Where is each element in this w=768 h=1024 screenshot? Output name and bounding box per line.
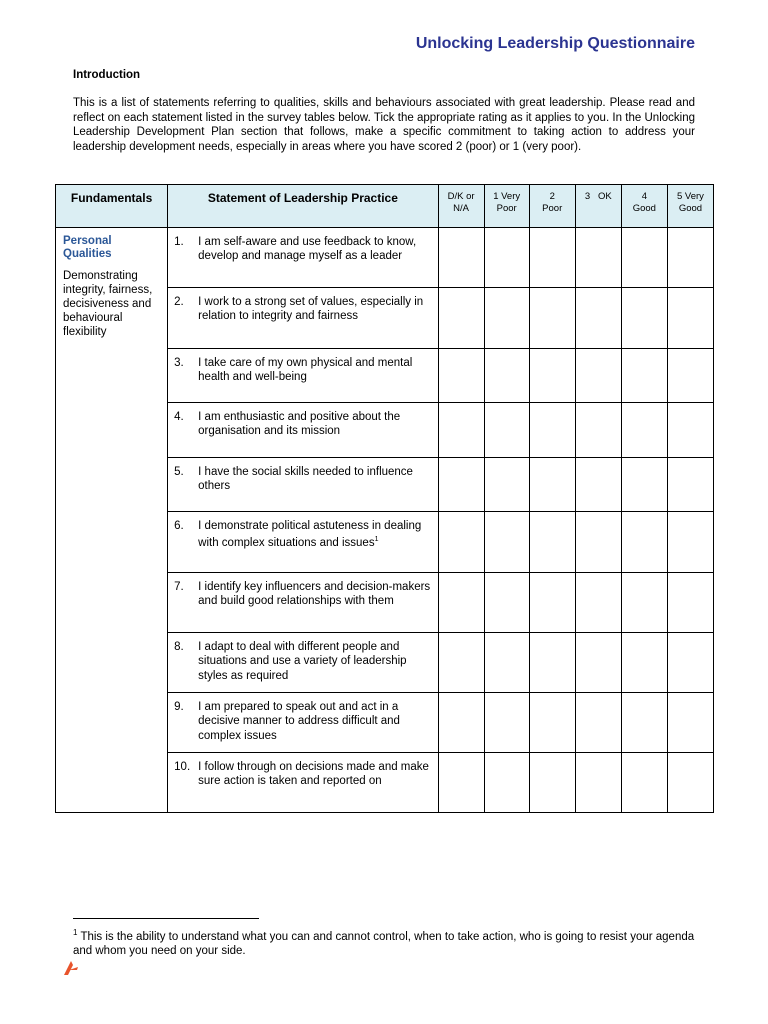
fundamental-description: Demonstrating integrity, fairness, decisiveness and behavioural flexibility — [63, 270, 153, 338]
footnote — [73, 926, 695, 959]
statement-cell — [168, 228, 438, 288]
rating-cell-5[interactable] — [667, 458, 713, 512]
statement-cell — [168, 693, 438, 753]
statement-text: I follow through on decisions made and make sure action is taken and reported on — [198, 761, 429, 788]
statement-cell — [168, 458, 438, 512]
rating-cell-1[interactable] — [484, 403, 529, 458]
statement-text: I adapt to deal with different people and situations and use a variety of leadership styles as required — [198, 641, 407, 682]
header-rating-2: 2 Poor — [529, 185, 575, 228]
statement-text: I am enthusiastic and positive about the organisation and its mission — [198, 411, 401, 438]
rating-cell-1[interactable] — [484, 349, 529, 403]
rating-cell-dk[interactable] — [438, 753, 484, 813]
rating-cell-3[interactable] — [575, 288, 621, 349]
rating-cell-2[interactable] — [529, 753, 575, 813]
statement-cell — [168, 573, 438, 633]
rating-cell-2[interactable] — [529, 512, 575, 573]
statement-text: I work to a strong set of values, especially in relation to integrity and fairness — [198, 296, 424, 323]
rating-cell-4[interactable] — [621, 512, 667, 573]
rating-cell-1[interactable] — [484, 633, 529, 693]
table-row — [56, 228, 714, 288]
rating-cell-dk[interactable] — [438, 228, 484, 288]
rating-cell-3[interactable] — [575, 573, 621, 633]
statement-cell — [168, 349, 438, 403]
statement-text: I have the social skills needed to influence others — [198, 466, 413, 493]
rating-cell-5[interactable] — [667, 573, 713, 633]
rating-cell-2[interactable] — [529, 633, 575, 693]
header-rating-1: 1 Very Poor — [484, 185, 529, 228]
statement-text: I identify key influencers and decision-makers and build good relationships with them — [198, 581, 431, 608]
rating-cell-5[interactable] — [667, 512, 713, 573]
rating-cell-1[interactable] — [484, 458, 529, 512]
header-fundamentals: Fundamentals — [56, 185, 168, 228]
rating-cell-dk[interactable] — [438, 349, 484, 403]
header-statement: Statement of Leadership Practice — [168, 185, 438, 228]
header-rating-3: 3 OK — [575, 185, 621, 228]
header-rating-dk: D/K or N/A — [438, 185, 484, 228]
fundamental-title: Personal Qualities — [63, 235, 112, 260]
rating-cell-2[interactable] — [529, 288, 575, 349]
rating-cell-3[interactable] — [575, 693, 621, 753]
questionnaire-table — [55, 184, 714, 813]
header-row — [56, 185, 714, 228]
rating-cell-2[interactable] — [529, 228, 575, 288]
intro-text: This is a list of statements referring to qualities, skills and behaviours associated with great leadership. Please read and reflect on each statement listed in the survey tables below. Tick the appropriate rating as it applies to you. In the Unlocking Leadership Development Plan section that follows, make a specific commitment to taking action to address your leadership development needs, especially in areas where you have scored 2 (poor) or 1 (very poor). — [73, 97, 695, 153]
rating-cell-3[interactable] — [575, 458, 621, 512]
rating-cell-2[interactable] — [529, 403, 575, 458]
rating-cell-5[interactable] — [667, 349, 713, 403]
statement-number: 5. — [174, 466, 184, 478]
statement-cell — [168, 753, 438, 813]
rating-cell-dk[interactable] — [438, 403, 484, 458]
rating-cell-dk[interactable] — [438, 573, 484, 633]
statement-number: 8. — [174, 641, 184, 653]
rating-cell-3[interactable] — [575, 512, 621, 573]
statement-number: 9. — [174, 701, 184, 713]
statement-number: 2. — [174, 296, 184, 308]
rating-cell-3[interactable] — [575, 349, 621, 403]
rating-cell-5[interactable] — [667, 693, 713, 753]
statement-number: 7. — [174, 581, 184, 593]
header-rating-4: 4 Good — [621, 185, 667, 228]
rating-cell-1[interactable] — [484, 573, 529, 633]
document-title: Unlocking Leadership Questionnaire — [415, 35, 695, 52]
rating-cell-5[interactable] — [667, 753, 713, 813]
footnote-separator — [73, 918, 259, 919]
statement-number: 4. — [174, 411, 184, 423]
statement-cell — [168, 512, 438, 573]
rating-cell-5[interactable] — [667, 228, 713, 288]
rating-cell-1[interactable] — [484, 228, 529, 288]
footnote-marker: 1 — [73, 928, 78, 937]
intro-heading: Introduction — [73, 69, 141, 81]
rating-cell-4[interactable] — [621, 693, 667, 753]
rating-cell-1[interactable] — [484, 288, 529, 349]
rating-cell-3[interactable] — [575, 633, 621, 693]
statement-number: 3. — [174, 357, 184, 369]
rating-cell-3[interactable] — [575, 228, 621, 288]
fundamental-cell — [56, 228, 168, 813]
rating-cell-4[interactable] — [621, 228, 667, 288]
rating-cell-4[interactable] — [621, 349, 667, 403]
rating-cell-2[interactable] — [529, 693, 575, 753]
rating-cell-2[interactable] — [529, 573, 575, 633]
rating-cell-4[interactable] — [621, 573, 667, 633]
rating-cell-3[interactable] — [575, 753, 621, 813]
logo-mark-icon — [63, 958, 79, 976]
rating-cell-4[interactable] — [621, 458, 667, 512]
rating-cell-5[interactable] — [667, 403, 713, 458]
rating-cell-5[interactable] — [667, 633, 713, 693]
footnote-reference[interactable]: 1 — [374, 536, 379, 544]
rating-cell-4[interactable] — [621, 403, 667, 458]
rating-cell-1[interactable] — [484, 512, 529, 573]
rating-cell-dk[interactable] — [438, 693, 484, 753]
rating-cell-1[interactable] — [484, 693, 529, 753]
rating-cell-dk[interactable] — [438, 512, 484, 573]
statement-cell — [168, 403, 438, 458]
rating-cell-4[interactable] — [621, 288, 667, 349]
rating-cell-dk[interactable] — [438, 633, 484, 693]
rating-cell-2[interactable] — [529, 458, 575, 512]
footnote-text: This is the ability to understand what you can and cannot control, when to take action, who is going to resist your agenda and whom you need on your side. — [73, 930, 695, 958]
rating-cell-1[interactable] — [484, 753, 529, 813]
rating-cell-dk[interactable] — [438, 458, 484, 512]
statement-text: I am self-aware and use feedback to know, develop and manage myself as a leader — [198, 236, 417, 263]
statement-cell — [168, 633, 438, 693]
rating-cell-4[interactable] — [621, 753, 667, 813]
statement-text: I demonstrate political astuteness in dealing with complex situations and issues$^1$ — [198, 520, 422, 550]
rating-cell-2[interactable] — [529, 349, 575, 403]
rating-cell-dk[interactable] — [438, 288, 484, 349]
rating-cell-4[interactable] — [621, 633, 667, 693]
statement-text: I am prepared to speak out and act in a decisive manner to address difficult and complex issues — [198, 701, 400, 742]
statement-text: I take care of my own physical and mental health and well-being — [198, 357, 413, 384]
header-rating-5: 5 Very Good — [667, 185, 713, 228]
statement-number: 1. — [174, 236, 184, 248]
statement-number: 10. — [174, 761, 191, 773]
rating-cell-3[interactable] — [575, 403, 621, 458]
rating-cell-5[interactable] — [667, 288, 713, 349]
statement-cell — [168, 288, 438, 349]
statement-number: 6. — [174, 520, 184, 532]
